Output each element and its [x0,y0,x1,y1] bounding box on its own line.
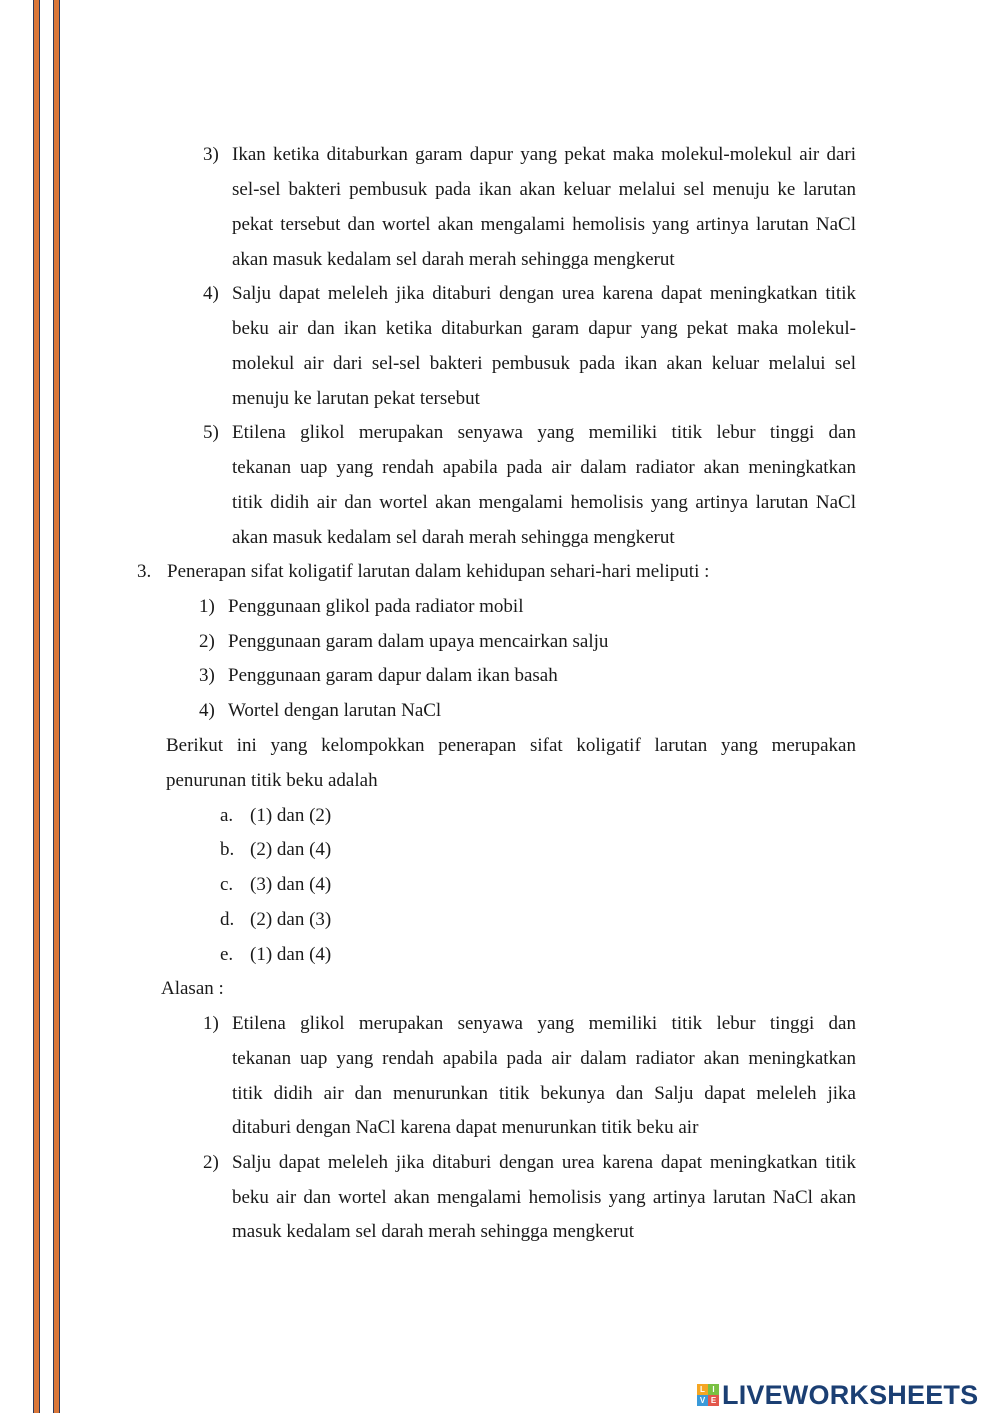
question-number: 3. [137,561,152,582]
option-a[interactable]: (1) dan (2) [250,805,332,826]
text-line: molekul air dari sel-sel bakteri pembusuk pada ikan akan keluar melalui sel [232,353,856,374]
statement-number: 2) [199,631,215,652]
liveworksheets-watermark [697,1380,978,1410]
page-border-left-inner [53,0,60,1413]
liveworksheets-logo-icon: L I V E [697,1384,719,1406]
reason-line: beku air dan wortel akan mengalami hemolisis yang artinya larutan NaCl akan [232,1187,856,1208]
text-line: beku air dan ikan ketika ditaburkan garam dapur yang pekat maka molekul- [232,318,856,339]
statement-number: 3) [199,665,215,686]
option-letter: a. [220,805,234,826]
statement-number: 1) [199,596,215,617]
option-d[interactable]: (2) dan (3) [250,909,332,930]
text-line: akan masuk kedalam sel darah merah sehingga mengkerut [232,527,675,548]
reason-line: Etilena glikol merupakan senyawa yang memiliki titik lebur tinggi dan [232,1013,856,1034]
reason-line: Salju dapat meleleh jika ditaburi dengan urea karena dapat meningkatkan titik [232,1152,856,1173]
reason-number: 1) [203,1013,219,1034]
option-b[interactable]: (2) dan (4) [250,839,332,860]
text-line: Etilena glikol merupakan senyawa yang memiliki titik lebur tinggi dan [232,422,856,443]
question-prompt: penurunan titik beku adalah [166,770,378,791]
reason-line: masuk kedalam sel darah merah sehingga mengkerut [232,1221,635,1242]
page-border-left-outer [33,0,40,1413]
option-c[interactable]: (3) dan (4) [250,874,332,895]
reason-line: ditaburi dengan NaCl karena dapat menurunkan titik beku air [232,1117,699,1138]
item-number: 5) [203,422,219,443]
text-line: akan masuk kedalam sel darah merah sehingga mengkerut [232,249,675,270]
statement-text: Wortel dengan larutan NaCl [228,700,442,721]
reason-line: tekanan uap yang rendah apabila pada air dalam radiator akan meningkatkan [232,1048,856,1069]
text-line: Salju dapat meleleh jika ditaburi dengan urea karena dapat meningkatkan titik [232,283,856,304]
text-line: titik didih air dan wortel akan mengalami hemolisis yang artinya larutan NaCl [232,492,856,513]
option-e[interactable]: (1) dan (4) [250,944,332,965]
option-letter: e. [220,944,234,965]
item-number: 4) [203,283,219,304]
statement-number: 4) [199,700,215,721]
reason-number: 2) [203,1152,219,1173]
option-letter: c. [220,874,234,895]
reason-line: titik didih air dan menurunkan titik bekunya dan Salju dapat meleleh jika [232,1083,856,1104]
text-line: Ikan ketika ditaburkan garam dapur yang pekat maka molekul-molekul air dari [232,144,856,165]
option-letter: b. [220,839,235,860]
statement-text: Penggunaan garam dalam upaya mencairkan salju [228,631,609,652]
question-prompt: Berikut ini yang kelompokkan penerapan sifat koligatif larutan yang merupakan [166,735,856,756]
watermark-text: LIVEWORKSHEETS [722,1379,979,1410]
option-letter: d. [220,909,235,930]
question-text: Penerapan sifat koligatif larutan dalam kehidupan sehari-hari meliputi : [167,561,710,582]
statement-text: Penggunaan garam dapur dalam ikan basah [228,665,558,686]
text-line: menuju ke larutan pekat tersebut [232,388,480,409]
statement-text: Penggunaan glikol pada radiator mobil [228,596,524,617]
reason-label: Alasan : [161,978,224,999]
text-line: sel-sel bakteri pembusuk pada ikan akan keluar melalui sel menuju ke larutan [232,179,856,200]
text-line: tekanan uap yang rendah apabila pada air dalam radiator akan meningkatkan [232,457,856,478]
text-line: pekat tersebut dan wortel akan mengalami hemolisis yang artinya larutan NaCl [232,214,856,235]
item-number: 3) [203,144,219,165]
